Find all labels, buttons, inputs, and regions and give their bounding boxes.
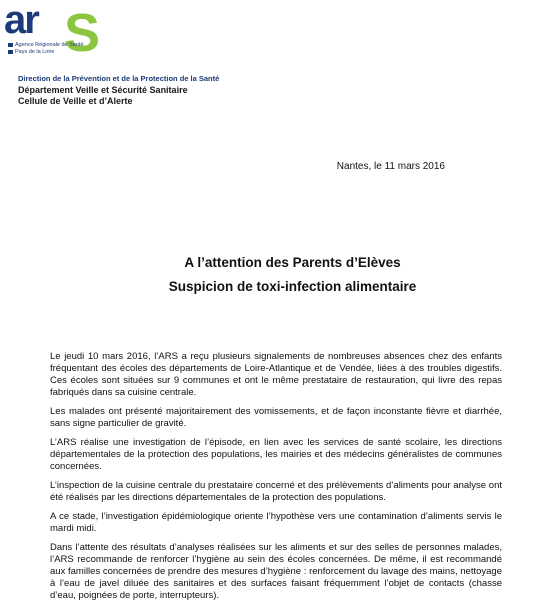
department-name: Département Veille et Sécurité Sanitaire	[18, 85, 188, 95]
letter-body	[50, 351, 502, 609]
logo-region-name: Pays de la Loire	[8, 49, 54, 55]
body-paragraph: L’ARS réalise une investigation de l’épisode, en lien avec les services de santé scolaire, les directions départementales de la protection des populations, les mairies et des médecins généralistes de communes concernées.	[50, 437, 502, 472]
letter-date: Nantes, le 11 mars 2016	[336, 161, 445, 172]
ars-logo	[4, 0, 104, 70]
body-paragraph: A ce stade, l’investigation épidémiologique oriente l’hypothèse vers une contamination d’aliments servis le mardi midi.	[50, 511, 502, 534]
body-paragraph: Les malades ont présenté majoritairement des vomissements, et de façon inconstante fièvre et diarrhée, sans signe particulier de gravité.	[50, 406, 502, 429]
direction-name: Direction de la Prévention et de la Protection de la Santé	[18, 74, 220, 83]
logo-wordmark: ar	[4, 0, 38, 42]
logo-wordmark-s: S	[64, 3, 101, 63]
department-header	[18, 73, 219, 107]
title-line-1: A l’attention des Parents d’Elèves	[184, 255, 401, 270]
body-paragraph: Dans l’attente des résultats d’analyses réalisées sur les aliments et sur des selles de personnes malades, l’ARS recommande de renforcer l’hygiène au sein des écoles concernées. De même, il est recommandé aux familles concernées de prendre des mesures d’hygiène : renforcement du lavage des mains, nettoyage à l’eau de javel diluée des sanitaires et des surfaces faisant fréquemment l’objet de contacts (chasse d’eau, poignées de porte, interrupteurs).	[50, 542, 502, 601]
body-paragraph: L’inspection de la cuisine centrale du prestataire concerné et des prélèvements d’aliments pour analyse ont été réalisés par les directions départementales de la protection des populations.	[50, 480, 502, 503]
title-line-2: Suspicion de toxi-infection alimentaire	[168, 279, 417, 294]
letter-title	[0, 251, 555, 299]
cell-name: Cellule de Veille et d’Alerte	[18, 96, 133, 106]
logo-agency-name: Agence Régionale de Santé	[8, 42, 84, 48]
body-paragraph: Le jeudi 10 mars 2016, l’ARS a reçu plusieurs signalements de nombreuses absences chez des enfants fréquentant des écoles des départements de Loire-Atlantique et de Vendée, liées à des troubles digestifs. Ces écoles sont situées sur 9 communes et ont le même prestataire de restauration, qui livre des repas fabriqués dans sa cuisine centrale.	[50, 351, 502, 398]
